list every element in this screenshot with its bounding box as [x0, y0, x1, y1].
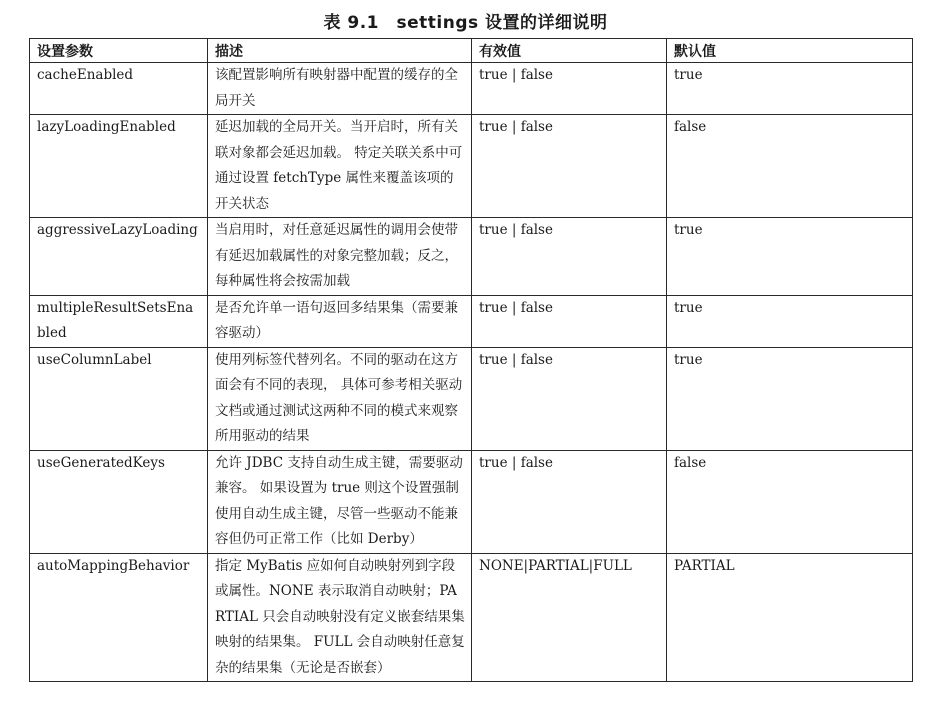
table-caption: 表 9.1 settings 设置的详细说明 [323, 13, 608, 33]
header-description: 描述 [208, 39, 472, 63]
table-header [30, 39, 913, 63]
table-row [30, 553, 913, 682]
description-cell: 允许 JDBC 支持自动生成主键，需要驱动兼容。 如果设置为 true 则这个设置强制使用自动生成主键，尽管一些驱动不能兼容但仍可正常工作（比如 Derby） [208, 450, 472, 553]
param-cell: useColumnLabel [30, 347, 208, 450]
header-row [30, 39, 913, 63]
valid-values-cell: true | false [472, 347, 667, 450]
description-cell: 延迟加载的全局开关。当开启时，所有关联对象都会延迟加载。 特定关联关系中可通过设置 fetchType 属性来覆盖该项的开关状态 [208, 115, 472, 218]
table-row [30, 218, 913, 296]
default-value-cell: true [667, 63, 913, 115]
table-row [30, 63, 913, 115]
header-param: 设置参数 [30, 39, 208, 63]
settings-table [29, 38, 913, 682]
valid-values-cell: NONE|PARTIAL|FULL [472, 553, 667, 682]
table-row [30, 295, 913, 347]
valid-values-cell: true | false [472, 450, 667, 553]
table-row [30, 450, 913, 553]
table-row [30, 347, 913, 450]
param-cell: useGeneratedKeys [30, 450, 208, 553]
default-value-cell: true [667, 347, 913, 450]
description-cell: 指定 MyBatis 应如何自动映射列到字段或属性。NONE 表示取消自动映射；PARTIAL 只会自动映射没有定义嵌套结果集映射的结果集。 FULL 会自动映射任意复杂的结果集（无论是否嵌套） [208, 553, 472, 682]
table-row [30, 115, 913, 218]
param-cell: multipleResultSetsEnabled [30, 295, 208, 347]
valid-values-cell: true | false [472, 295, 667, 347]
param-cell: aggressiveLazyLoading [30, 218, 208, 296]
default-value-cell: true [667, 218, 913, 296]
default-value-cell: true [667, 295, 913, 347]
table-body [30, 63, 913, 682]
description-cell: 使用列标签代替列名。不同的驱动在这方面会有不同的表现， 具体可参考相关驱动文档或通过测试这两种不同的模式来观察所用驱动的结果 [208, 347, 472, 450]
default-value-cell: PARTIAL [667, 553, 913, 682]
param-cell: autoMappingBehavior [30, 553, 208, 682]
default-value-cell: false [667, 450, 913, 553]
header-default-value: 默认值 [667, 39, 913, 63]
valid-values-cell: true | false [472, 115, 667, 218]
valid-values-cell: true | false [472, 218, 667, 296]
description-cell: 当启用时，对任意延迟属性的调用会使带有延迟加载属性的对象完整加载；反之，每种属性将会按需加载 [208, 218, 472, 296]
valid-values-cell: true | false [472, 63, 667, 115]
description-cell: 该配置影响所有映射器中配置的缓存的全局开关 [208, 63, 472, 115]
header-valid-values: 有效值 [472, 39, 667, 63]
description-cell: 是否允许单一语句返回多结果集（需要兼容驱动） [208, 295, 472, 347]
default-value-cell: false [667, 115, 913, 218]
param-cell: lazyLoadingEnabled [30, 115, 208, 218]
param-cell: cacheEnabled [30, 63, 208, 115]
